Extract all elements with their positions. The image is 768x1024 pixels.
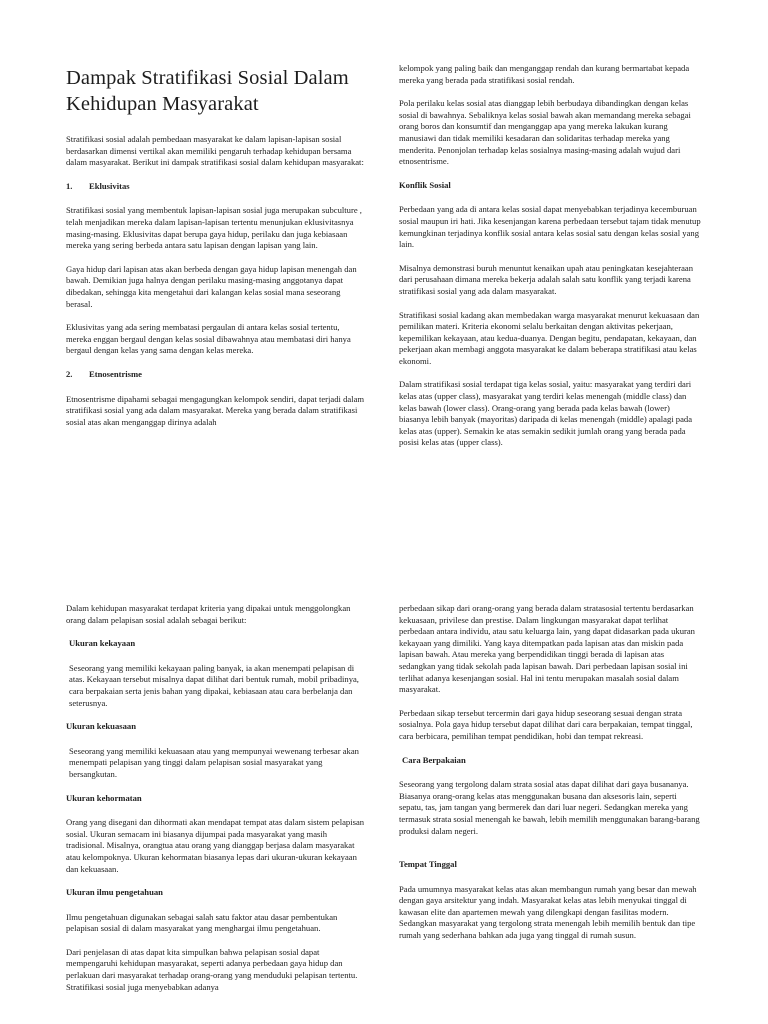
paragraph: Perbedaan yang ada di antara kelas sosial dapat menyebabkan terjadinya kecemburuan sosial maupun iri hati. Jika kesenjangan karena perbedaan tersebut tajam tidak menutup kemungkinan terjadinya konflik sosial antara kelas sosial satu dengan kelas sosial yang lain. <box>399 204 701 250</box>
page-title: Dampak Stratifikasi Sosial Dalam Kehidupan Masyarakat <box>66 67 349 115</box>
paragraph: Pada umumnya masyarakat kelas atas akan membangun rumah yang besar dan mewah dengan gaya arsitektur yang indah. Masyarakat kelas atas lebih menyukai tinggal di kawasan elite dan apartemen mewah yang dilengkapi dengan fasilitas modern. Sedangkan masyarakat yang tergolong strata menengah lebih memilih bentuk dan tipe rumah yang sederhana bahkan ada juga yang tinggal di rumah susun. <box>399 883 697 941</box>
heading-cara-berpakaian: Cara Berpakaian <box>402 754 466 765</box>
paragraph: Seseorang yang tergolong dalam strata sosial atas dapat dilihat dari gaya busananya. Biasanya orang-orang kelas atas menggunakan busana dan aksesoris lain, seperti sepatu, tas, jam tangan yang bermerek dan dari luar negeri. Sedangkan mereka yang termasuk strata sosial menengah ke bawah, lebih memilih menggunakan barang-barang produksi dalam negeri. <box>399 779 700 836</box>
paragraph: Perbedaan sikap tersebut tercermin dari gaya hidup seseorang sesuai dengan strata sosialnya. Pola gaya hidup tersebut dapat dilihat dari cara berpakaian, tempat tinggal, cara berbicara, pemilihan tempat pendidikan, hobi dan tempat rekreasi. <box>399 707 693 741</box>
paragraph: Dalam stratifikasi sosial terdapat tiga kelas sosial, yaitu: masyarakat yang terdiri dari kelas atas (upper class), masyarakat yang terdiri kelas menengah (middle class) dan kelas bawah (lower class). Orang-orang yang berada pada kelas bawah (lower) biasanya lebih banyak (mayoritas) daripada di kelas menengah (middle) apalagi pada kelas atas (upper). Semakin ke atas semakin sedikit jumlah orang yang berada pada posisi kelas atas (upper class). <box>399 379 693 448</box>
paragraph: Pola perilaku kelas sosial atas dianggap lebih berbudaya dibandingkan dengan kelas sosial di bawahnya. Sebaliknya kelas sosial bawah akan memandang mereka sebagai orang boros dan konsumtif dan menganggap apa yang mereka lakukan kurang manusiawi dan tidak memiliki kesadaran dan solidaritas terhadap mereka yang menderita. Penonjolan terhadap kelas sosialnya masing-masing adalah wujud dari etnosentrisme. <box>399 98 691 167</box>
heading-ukuran-kekayaan: Ukuran kekayaan <box>69 638 136 649</box>
paragraph: Stratifikasi sosial yang membentuk lapisan-lapisan sosial juga merupakan subculture , telah menjadikan mereka dalam lapisan-lapisan tertentu menunjukan eklusivitasnya masing-masing. Eklusivitas dapat berupa gaya hidup, perilaku dan juga kebiasaan mereka yang sering berbeda antara satu lapisan dengan lapisan yang lain. <box>66 205 362 251</box>
heading-number: 2. <box>66 368 73 379</box>
paragraph: perbedaan sikap dari orang-orang yang berada dalam stratasosial tertentu berdasarkan kekuasaan, privilese dan prestise. Dalam lingkungan masyarakat dapat terlihat perbedaan antara individu, atau satu keluarga lain, yang dapat didasarkan pada ukuran kekayaan yang dimiliki. Yang kaya ditempatkan pada lapisan atas dan miskin pada lapisan bawah. Atau mereka yang berpendidikan tinggi berada di lapisan atas sedangkan yang tidak sekolah pada lapisan bawah. Dari perbedaan lapisan sosial ini terlihat adanya kesenjangan sosial. Hal ini tentu merupakan masalah sosial dalam masyarakat. <box>399 603 695 695</box>
paragraph: Etnosentrisme dipahami sebagai mengagungkan kelompok sendiri, dapat terjadi dalam stratifikasi sosial yang ada dalam masyarakat. Mereka yang berada dalam stratifikasi sosial atas akan menganggap dirinya adalah <box>66 393 365 427</box>
heading-ukuran-kehormatan: Ukuran kehormatan <box>66 792 142 803</box>
column-top-right <box>399 63 702 461</box>
paragraph: Eklusivitas yang ada sering membatasi pergaulan di antara kelas sosial tertentu, mereka enggan bergaul dengan kelas sosial dibawahnya atau membatasi diri hanya bergaul dengan kelas yang sama dengan kelas mereka. <box>66 322 351 356</box>
heading-konflik-sosial: Konflik Sosial <box>399 179 451 190</box>
heading-etnosentrisme <box>66 369 366 381</box>
heading-ukuran-ilmu-pengetahuan: Ukuran ilmu pengetahuan <box>66 887 163 898</box>
paragraph: Gaya hidup dari lapisan atas akan berbeda dengan gaya hidup lapisan menengah dan bawah. Demikian juga halnya dengan perilaku masing-masing anggotanya dapat dibedakan, sehingga kita mengetahui dari kalangan kelas sosial mana seseorang berasal. <box>66 263 357 309</box>
paragraph: kelompok yang paling baik dan menganggap rendah dan kurang bermartabat kepada mereka yang berada pada stratifikasi sosial rendah. <box>399 63 690 85</box>
heading-tempat-tinggal: Tempat Tinggal <box>399 859 457 870</box>
heading-number: 1. <box>66 180 73 191</box>
paragraph: Ilmu pengetahuan digunakan sebagai salah satu faktor atau dasar pembentukan pelapisan sosial di dalam masyarakat yang menghargai ilmu pengetahuan. <box>66 911 338 934</box>
paragraph: Seseorang yang memiliki kekayaan paling banyak, ia akan menempati pelapisan di atas. Kekayaan tersebut misalnya dapat dilihat dari bentuk rumah, mobil pribadinya, cara berpakaian serta jenis bahan yang dipakai, kebiasaan atau cara berbelanja dan seterusnya. <box>69 662 359 708</box>
paragraph: Stratifikasi sosial kadang akan membedakan warga masyarakat menurut kekuasaan dan pemilikan materi. Kriteria ekonomi selalu berkaitan dengan aktivitas pekerjaan, kepemilikan kekayaan, atau kedua-duanya. Dengan begitu, pendapatan, kekayaan, dan pekerjaan akan membagi anggota masyarakat ke dalam beberapa stratifikasi atau kelas ekonomi. <box>399 309 700 366</box>
paragraph: Dalam kehidupan masyarakat terdapat kriteria yang dipakai untuk menggolongkan orang dalam pelapisan sosial adalah sebagai berikut: <box>66 603 351 625</box>
heading-text: Eklusivitas <box>89 180 130 191</box>
heading-text: Etnosentrisme <box>89 368 142 379</box>
intro-paragraph: Stratifikasi sosial adalah pembedaan masyarakat ke dalam lapisan-lapisan sosial berdasarkan dimensi vertikal akan memiliki pengaruh terhadap kehidupan bersama dalam masyarakat. Berikut ini dampak stratifikasi sosial dalam kehidupan masyarakat: <box>66 134 364 168</box>
heading-ukuran-kekuasaan: Ukuran kekuasaan <box>66 721 136 732</box>
heading-eklusivitas <box>66 181 366 193</box>
column-top-left <box>66 62 366 440</box>
column-bottom-right <box>399 603 702 954</box>
paragraph: Dari penjelasan di atas dapat kita simpulkan bahwa pelapisan sosial dapat mempengaruhi kehidupan masyarakat, seperti adanya perbedaan gaya hidup dan perlakuan dari masyarakat terhadap orang-orang yang menduduki pelapisan tertentu. Stratifikasi sosial juga menyebabkan adanya <box>66 946 358 992</box>
column-bottom-left <box>66 603 366 1005</box>
paragraph: Seseorang yang memiliki kekuasaan atau yang mempunyai wewenang terbesar akan menempati pelapisan yang tinggi dalam pelapisan sosial masyarakat yang bersangkutan. <box>69 745 359 779</box>
paragraph: Orang yang disegani dan dihormati akan mendapat tempat atas dalam sistem pelapisan sosial. Ukuran semacam ini biasanya dijumpai pada masyarakat yang masih tradisional. Misalnya, orangtua atau orang yang dianggap berjasa dalam masyarakat atau kelompoknya. Ukuran kehormatan biasanya lepas dari ukuran-ukuran kekayaan dan kekuasaan. <box>66 817 365 874</box>
paragraph: Misalnya demonstrasi buruh menuntut kenaikan upah atau peningkatan kesejahteraan dari perusahaan dimana mereka bekerja adalah salah satu konflik yang terjadi karena stratifikasi sosial yang ada dalam masyarakat. <box>399 262 694 296</box>
